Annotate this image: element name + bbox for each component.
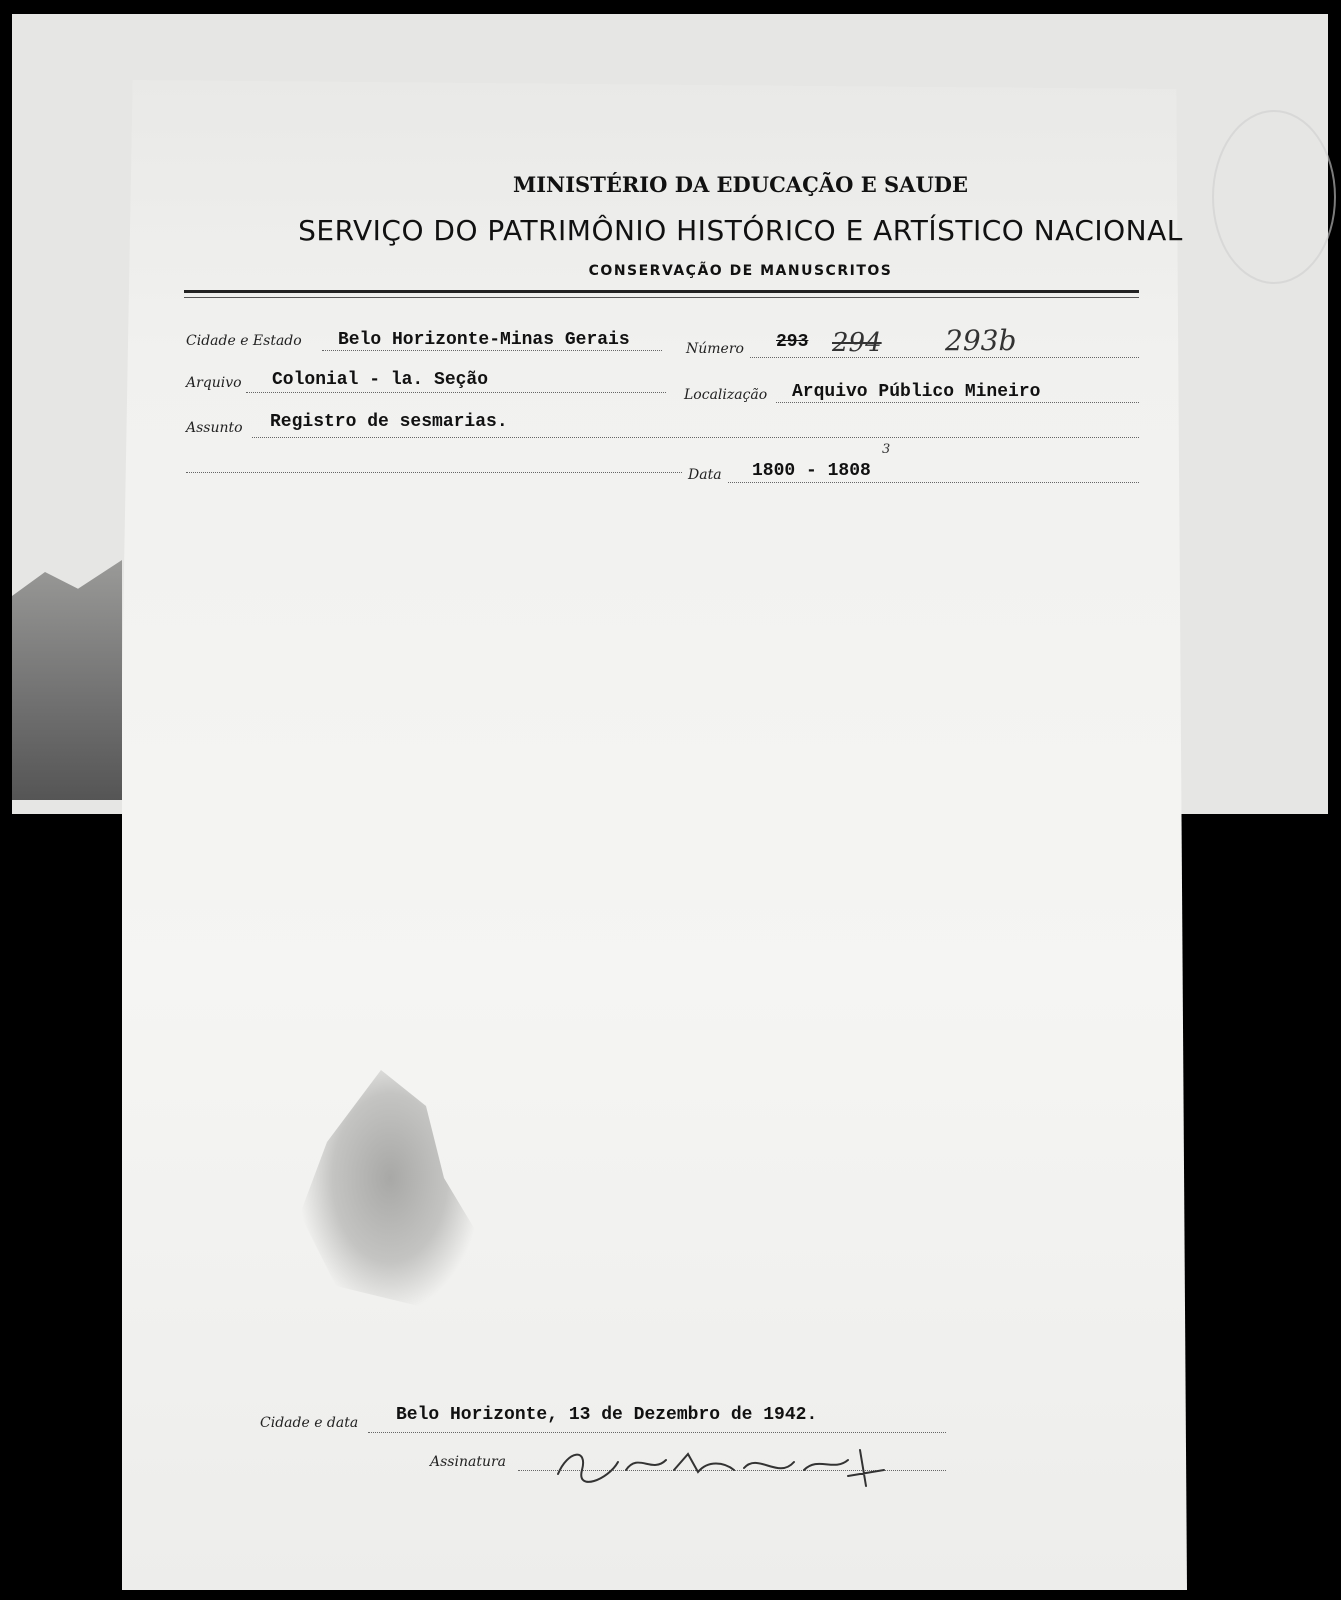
assunto-line	[252, 437, 1139, 438]
assunto-label: Assunto	[186, 420, 243, 436]
cidade-estado-line	[322, 350, 662, 351]
cidade-estado-value: Belo Horizonte-Minas Gerais	[338, 330, 630, 350]
cidade-data-line	[368, 1432, 946, 1433]
data-value: 1800 - 1808	[752, 461, 871, 481]
ministry-heading: MINISTÉRIO DA EDUCAÇÃO E SAUDE	[512, 172, 969, 197]
arquivo-label: Arquivo	[186, 375, 242, 391]
cidade-data-value: Belo Horizonte, 13 de Dezembro de 1942.	[396, 1405, 818, 1425]
signature	[548, 1440, 908, 1490]
data-line	[728, 482, 1139, 483]
background-torn-edge	[12, 560, 122, 800]
header-rule	[184, 290, 1139, 293]
arquivo-value: Colonial - la. Seção	[272, 370, 489, 390]
cidade-data-label: Cidade e data	[260, 1415, 359, 1431]
numero-handwritten-1: 294	[832, 328, 882, 358]
assinatura-label: Assinatura	[430, 1454, 507, 1470]
numero-typed-value: 293	[776, 332, 809, 352]
arquivo-line	[246, 392, 666, 393]
numero-handwritten-2: 293b	[945, 324, 1017, 357]
data-label: Data	[688, 467, 722, 483]
localizacao-line	[776, 402, 1139, 403]
cidade-estado-label: Cidade e Estado	[186, 333, 302, 349]
service-heading: SERVIÇO DO PATRIMÔNIO HISTÓRICO E ARTÍSTICO NACIONAL	[298, 214, 1183, 247]
numero-line	[750, 357, 1139, 358]
localizacao-label: Localização	[684, 387, 768, 403]
assunto-value: Registro de sesmarias.	[270, 412, 508, 432]
document-sheet	[122, 80, 1187, 1590]
blank-line	[186, 472, 682, 473]
data-correction: 3	[882, 442, 891, 457]
faded-stamp	[1212, 110, 1336, 284]
section-heading: CONSERVAÇÃO DE MANUSCRITOS	[588, 263, 893, 279]
localizacao-value: Arquivo Público Mineiro	[792, 382, 1041, 402]
numero-label: Número	[686, 341, 744, 357]
header-rule-thin	[184, 297, 1139, 298]
